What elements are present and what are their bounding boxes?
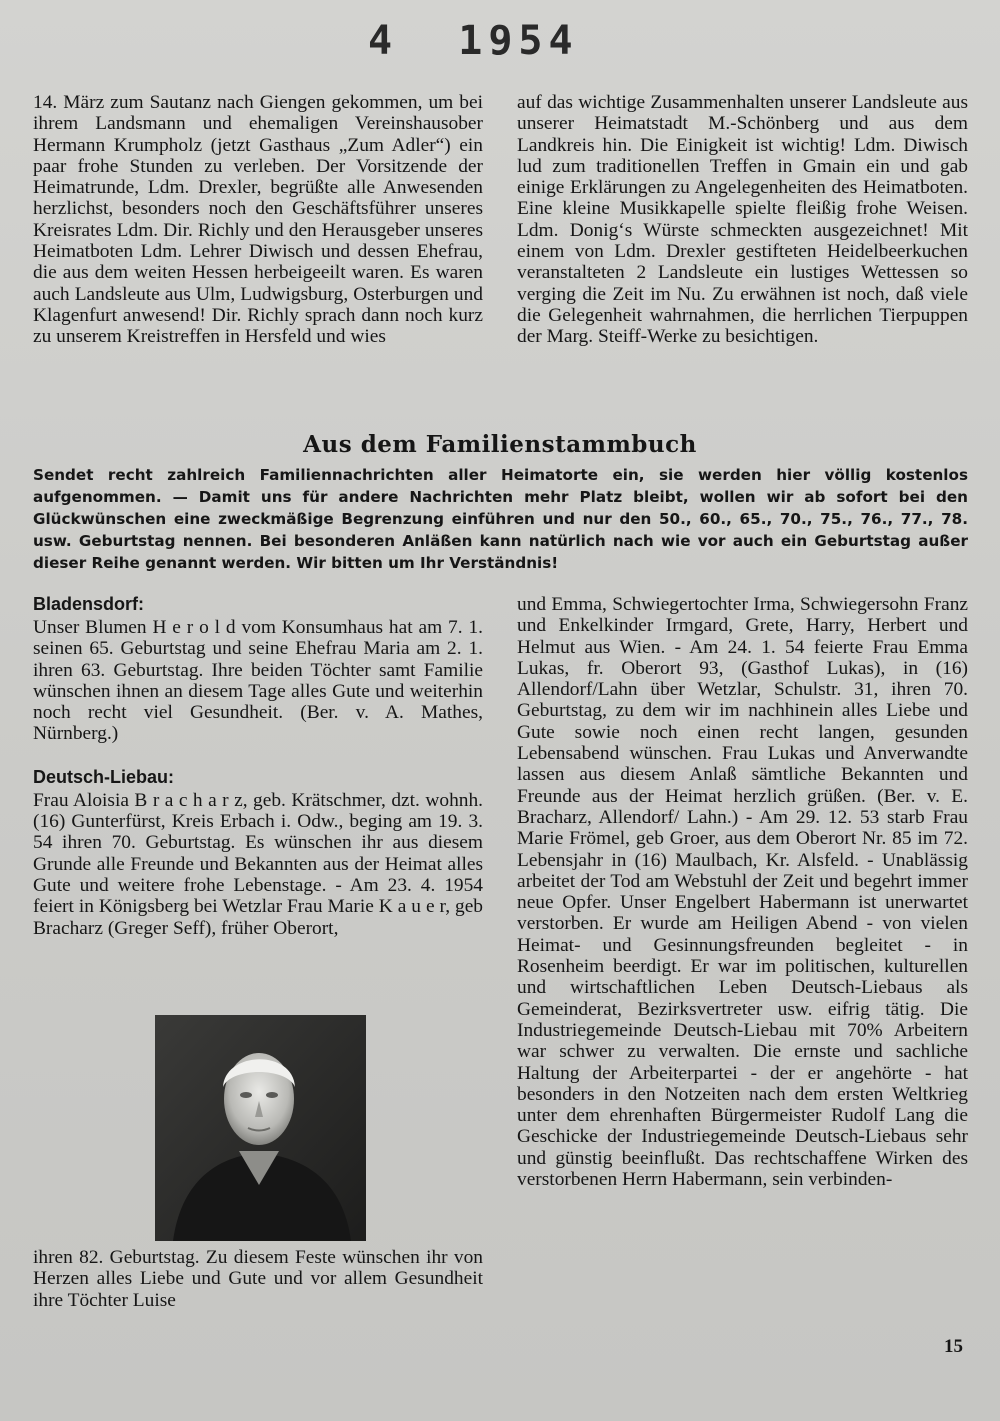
bladensdorf-heading: Bladensdorf: <box>33 594 145 614</box>
deutsch-liebau-right-text: und Emma, Schwiegertochter Irma, Schwiegersohn Franz und Enkelkinder Irmgard, Grete, Harry, Herbert und Helmut aus Wien. - Am 24. 1. 54 feierte Frau Emma Lukas, fr. Oberort 93, (Gasthof Lukas), in (16) Allendorf/Lahn über Wetzlar, Schulstr. 31, ihren 70. Geburtstag, zu dem wir im nachhinein alles Liebe und Gute sowie noch einen recht langen, gesunden Lebensabend wünschen. Frau Lukas und Anverwandte lassen aus diesem Anlaß sämtliche Bekannten und Freunde aus der Heimat herzlich grüßen. (Ber. v. E. Bracharz, Allendorf/ Lahn.) - Am 29. 12. 53 starb Frau Marie Frömel, geb Groer, aus dem Oberort Nr. 85 im 72. Lebensjahr in (16) Maulbach, Kr. Alsfeld. - Unablässig arbeitet der Tod am Webstuhl der Zeit und begehrt immer neue Opfer. Unser Engelbert Habermann ist unerwartet verstorben. Er wurde am Heiligen Abend - von vielen Heimat- und Gesinnungsfreunden begleitet - in Rosenheim beerdigt. Er war im politischen, kulturellen und wirtschaftlichen Leben Deutsch-Liebaus als Gemeinderat, Bezirksvertreter usw. eifrig tätig. Die Industriegemeinde Deutsch-Liebau mit 70% Arbeitern war schwer zu verwalten. Die ernste und sachliche Haltung der Arbeiterpartei - der er angehörte - hat besonders in den Notzeiten nach dem ersten Weltkrieg unter dem ehrenhaften Bürgermeister Rudolf Lang die Geschicke der Industriegemeinde Deutsch-Liebaus sehr und günstig beeinflußt. Das rechtschaffene Wirken des verstorbenen Herrn Habermann, sein verbinden- <box>517 594 968 1191</box>
deutsch-liebau-text: Frau Aloisia B r a c h a r z, geb. Krätschmer, dzt. wohnh. (16) Gunterfürst, Kreis Erbach i. Odw., beging am 19. 3. 54 ihren 70. Geburtstag. Es wünschen ihr aus diesem Grunde alle Freunde und Bekannten aus der Heimat alles Gute und weitere frohe Lebenstage. - Am 23. 4. 1954 feiert in Königsberg bei Wetzlar Frau Marie K a u e r, geb Bracharz (Greger Seff), früher Oberort, <box>33 789 483 939</box>
section-notice: Sendet recht zahlreich Familiennachrichten aller Heimatorte ein, sie werden hier völlig kostenlos aufgenommen. — Damit uns für andere Nachrichten mehr Platz bleibt, wollen wir ab sofort bei den Glückwünschen eine zweckmäßige Begrenzung einführen und nur den 50., 60., 65., 70., 75., 76., 77., 78. usw. Geburtstag nennen. Bei besonderen Anläßen kann natürlich nach wie vor auch ein Geburtstag außer dieser Reihe genannt werden. Wir bitten um Ihr Verständnis! <box>33 466 968 572</box>
family-news-left-tail <box>33 1247 483 1311</box>
article-top-right-text: auf das wichtige Zusammenhalten unserer Landsleute aus unserer Heimatstadt M.-Schönberg und aus dem Landkreis hin. Die Einigkeit ist wichtig! Ldm. Diwisch lud zum traditionellen Treffen in Gmain ein und gab einige Erklärungen zu Angelegenheiten des Heimatboten. Eine kleine Musikkapelle spielte fleißig frohe Weisen. Ldm. Donig‘s Würste schmeckten ausgezeichnet! Mit einem von Ldm. Drexler gestifteten Heidelbeerkuchen veranstalteten 2 Landsleute ein lustiges Wettessen so verging die Zeit im Nu. Zu erwähnen ist noch, daß viele die Gelegenheit wahrnahmen, die herrlichen Tierpuppen der Marg. Steiff-Werke zu besichtigen. <box>517 92 968 348</box>
article-top-right-column <box>517 92 968 348</box>
article-top-left-column <box>33 92 483 348</box>
deutsch-liebau-heading: Deutsch-Liebau: <box>33 766 175 787</box>
portrait-photo-graphic <box>155 1015 366 1241</box>
section-title: Aus dem Familienstammbuch <box>303 431 697 458</box>
deutsch-liebau-tail-text: ihren 82. Geburtstag. Zu diesem Feste wünschen ihr von Herzen alles Liebe und Gute und vor allem Gesundheit ihre Töchter Luise <box>33 1247 483 1311</box>
article-top-left-text: 14. März zum Sautanz nach Giengen gekommen, um bei ihrem Landsmann und ehemaligen Vereinshausober Hermann Krumpholz (jetzt Gasthaus „Zum Adler“) ein paar frohe Stunden zu verleben. Der Vorsitzende der Heimatrunde, Ldm. Drexler, begrüßte alle Anwesenden herzlichst, besonders noch den Geschäftsführer unseres Kreisrates Ldm. Dir. Richly und den Herausgeber unseres Heimatboten Ldm. Lehrer Diwisch und dessen Ehefrau, die aus dem weiten Hessen herbeigeeilt waren. Es waren auch Landsleute aus Ulm, Ludwigsburg, Osterburgen und Klagenfurt anwesend! Dir. Richly sprach dann noch kurz zu unserem Kreistreffen in Hersfeld und wies <box>33 92 483 348</box>
page-number: 15 <box>944 1336 963 1357</box>
portrait-photo <box>155 1015 366 1241</box>
family-news-right-column <box>517 594 968 1190</box>
bladensdorf-text: Unser Blumen H e r o l d vom Konsumhaus hat am 7. 1. seinen 65. Geburtstag und seine Ehefrau Maria am 2. 1. ihren 63. Geburtstag. Ihre beiden Töchter samt Familie wünschen ihnen an diesem Tage alles Gute und weiterhin noch recht viel Gesundheit. (Ber. v. A. Mathes, Nürnberg.) <box>33 617 483 745</box>
family-news-left-column <box>33 594 483 939</box>
issue-stamp: 4 1954 <box>368 18 579 64</box>
